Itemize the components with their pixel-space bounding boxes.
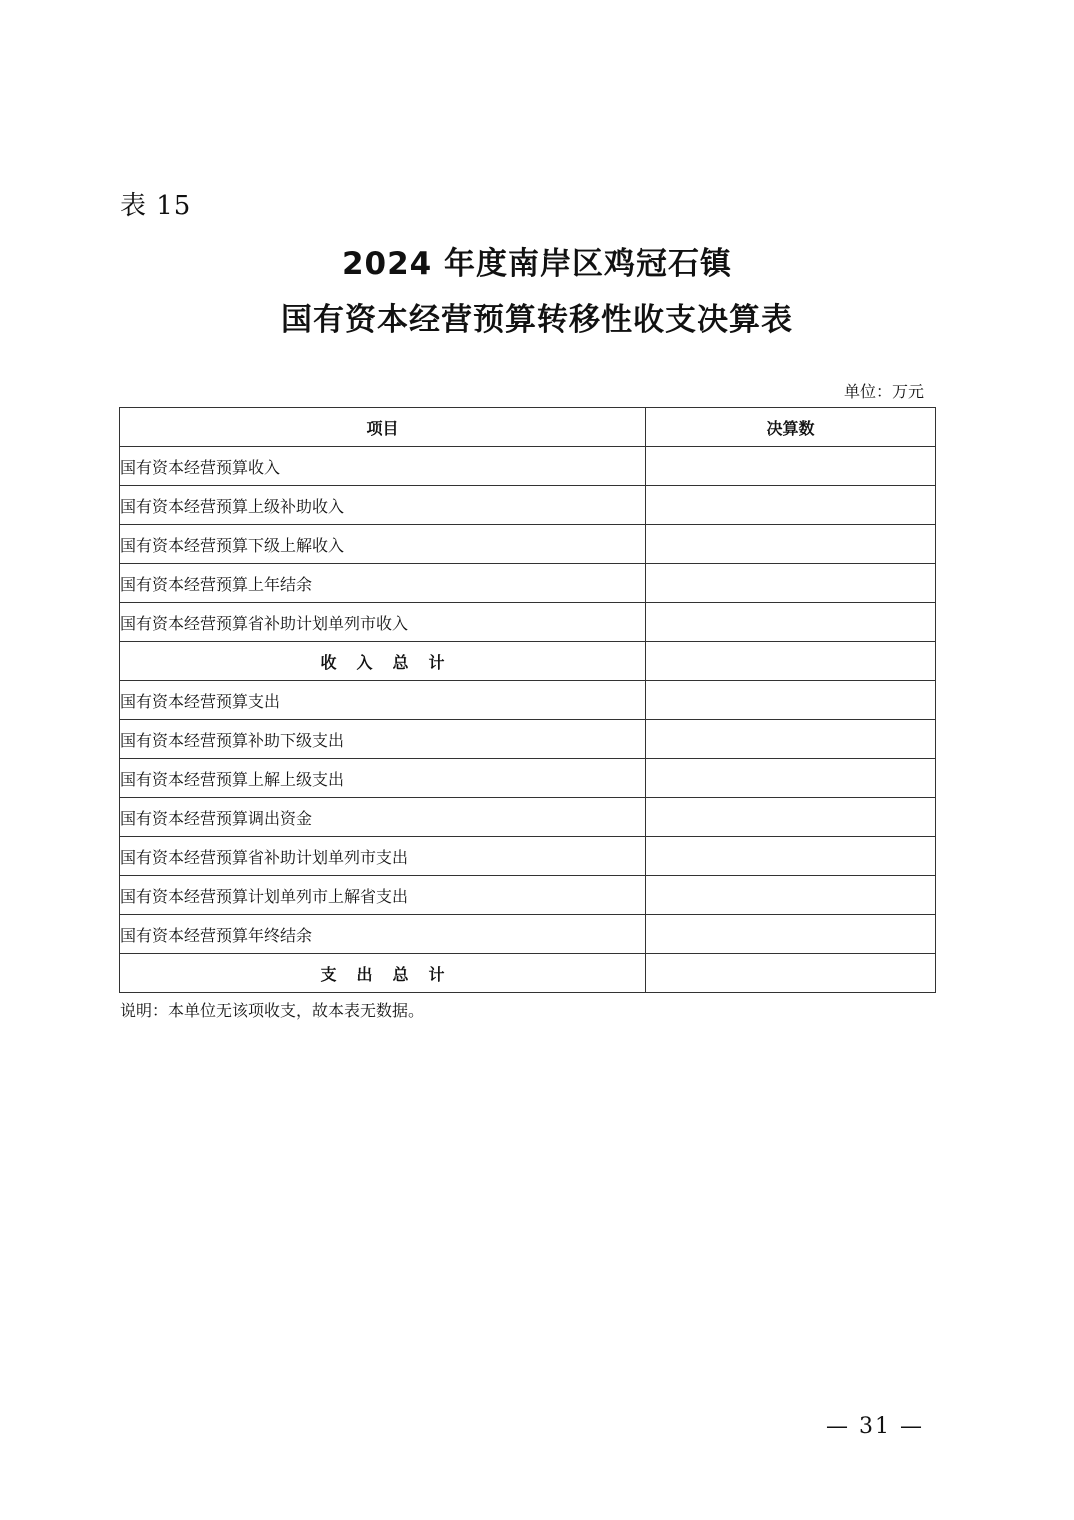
table-row bbox=[120, 447, 936, 486]
table-row bbox=[120, 876, 936, 915]
table-note: 说明：本单位无该项收支，故本表无数据。 bbox=[120, 1001, 425, 1020]
table-row bbox=[120, 759, 936, 798]
unit-label: 单位：万元 bbox=[843, 382, 924, 401]
income-total-label: 收入总计 bbox=[120, 642, 646, 681]
row-value bbox=[646, 486, 936, 525]
table-row bbox=[120, 915, 936, 954]
expense-total-row bbox=[120, 954, 936, 993]
table-row bbox=[120, 564, 936, 603]
row-value bbox=[646, 759, 936, 798]
row-item: 国有资本经营预算调出资金 bbox=[120, 798, 646, 837]
table-row bbox=[120, 486, 936, 525]
row-item: 国有资本经营预算计划单列市上解省支出 bbox=[120, 876, 646, 915]
table-number-label: 表 15 bbox=[120, 191, 192, 221]
row-item: 国有资本经营预算支出 bbox=[120, 681, 646, 720]
expense-total-label: 支出总计 bbox=[120, 954, 646, 993]
row-item: 国有资本经营预算上级补助收入 bbox=[120, 486, 646, 525]
row-value bbox=[646, 915, 936, 954]
page-number: — 31 — bbox=[826, 1414, 924, 1439]
page-title-line-1: 2024 年度南岸区鸡冠石镇 bbox=[341, 246, 733, 282]
row-value bbox=[646, 876, 936, 915]
row-value bbox=[646, 447, 936, 486]
header-amount: 决算数 bbox=[646, 408, 936, 447]
table-row bbox=[120, 525, 936, 564]
row-item: 国有资本经营预算补助下级支出 bbox=[120, 720, 646, 759]
income-total-row bbox=[120, 642, 936, 681]
row-item: 国有资本经营预算下级上解收入 bbox=[120, 525, 646, 564]
row-value bbox=[646, 525, 936, 564]
table-row bbox=[120, 720, 936, 759]
table-header-row bbox=[120, 408, 936, 447]
row-value bbox=[646, 681, 936, 720]
row-value bbox=[646, 798, 936, 837]
expense-total-value bbox=[646, 954, 936, 993]
table-row bbox=[120, 603, 936, 642]
row-item: 国有资本经营预算省补助计划单列市支出 bbox=[120, 837, 646, 876]
row-item: 国有资本经营预算上解上级支出 bbox=[120, 759, 646, 798]
row-item: 国有资本经营预算上年结余 bbox=[120, 564, 646, 603]
row-item: 国有资本经营预算省补助计划单列市收入 bbox=[120, 603, 646, 642]
row-value bbox=[646, 603, 936, 642]
row-value bbox=[646, 720, 936, 759]
budget-table bbox=[119, 407, 936, 993]
page-title-line-2: 国有资本经营预算转移性收支决算表 bbox=[281, 302, 793, 338]
table-row bbox=[120, 837, 936, 876]
table-row bbox=[120, 681, 936, 720]
row-item: 国有资本经营预算年终结余 bbox=[120, 915, 646, 954]
row-value bbox=[646, 564, 936, 603]
header-item: 项目 bbox=[120, 408, 646, 447]
table-row bbox=[120, 798, 936, 837]
row-item: 国有资本经营预算收入 bbox=[120, 447, 646, 486]
row-value bbox=[646, 837, 936, 876]
income-total-value bbox=[646, 642, 936, 681]
